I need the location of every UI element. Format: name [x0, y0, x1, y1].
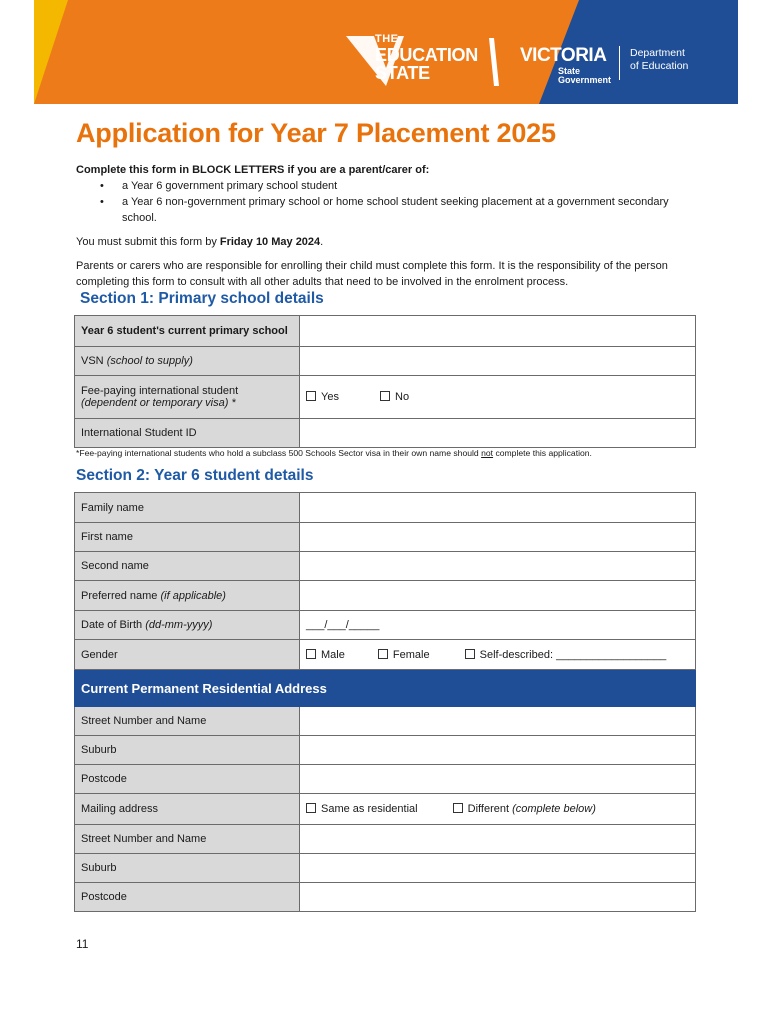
victoria-state: State [558, 66, 581, 76]
mailing-different-option[interactable] [453, 803, 596, 815]
dob-field[interactable]: ___/___/_____ [300, 611, 696, 640]
fee-yes-option[interactable] [306, 391, 339, 403]
dept-line1: Department [630, 47, 685, 59]
victoria-word: VICTORIA [520, 45, 607, 66]
vsn-field[interactable] [300, 347, 696, 376]
fee-paying-options [300, 376, 696, 419]
submit-suffix: . [320, 236, 324, 248]
submit-prefix: You must submit this form by [76, 236, 220, 248]
suburb2-field[interactable] [300, 854, 696, 883]
school-label: Year 6 student's current primary school [75, 316, 300, 347]
department-of-education [630, 47, 688, 73]
intl-id-label: International Student ID [75, 419, 300, 448]
intro-text [76, 162, 696, 290]
address-section-header: Current Permanent Residential Address [75, 670, 696, 707]
checkbox-icon[interactable] [306, 649, 316, 659]
mailing-same-option[interactable] [306, 803, 418, 815]
logo-education: EDUCATION [375, 45, 478, 65]
intro-bullets [76, 178, 696, 226]
postcode-field[interactable] [300, 765, 696, 794]
postcode2-label: Postcode [75, 883, 300, 912]
suburb-label: Suburb [75, 736, 300, 765]
footnote-suffix: complete this application. [493, 448, 592, 458]
checkbox-icon[interactable] [378, 649, 388, 659]
preferred-note: (if applicable) [160, 589, 226, 602]
checkbox-icon[interactable] [453, 803, 463, 813]
yes-label: Yes [321, 391, 339, 403]
submit-date: Friday 10 May 2024 [219, 236, 321, 248]
first-name-label: First name [75, 523, 300, 552]
street-field[interactable] [300, 707, 696, 736]
section2-heading: Section 2: Year 6 student details [76, 467, 314, 484]
vsn-note: (school to supply) [106, 355, 193, 367]
family-name-label: Family name [75, 493, 300, 523]
checkbox-icon[interactable] [380, 391, 390, 401]
victoria-government: Government [558, 75, 612, 85]
dob-note: (dd-mm-yyyy) [145, 619, 213, 631]
checkbox-icon[interactable] [306, 391, 316, 401]
vsn-text: VSN [81, 355, 104, 367]
page-number: 11 [76, 937, 89, 951]
male-label: Male [321, 648, 345, 661]
postcode-label: Postcode [75, 765, 300, 794]
dept-line2: of Education [630, 60, 689, 72]
suburb2-label: Suburb [75, 854, 300, 883]
gender-label: Gender [75, 640, 300, 670]
preferred-name-field[interactable] [300, 581, 696, 611]
second-name-field[interactable] [300, 552, 696, 581]
checkbox-icon[interactable] [306, 803, 316, 813]
fee-paying-label [75, 376, 300, 419]
page-title: Application for Year 7 Placement 2025 [76, 118, 556, 148]
visa-footnote [76, 448, 592, 458]
gender-male-option[interactable] [306, 649, 345, 661]
gender-female-option[interactable] [378, 649, 430, 661]
self-described-label: Self-described: __________________ [479, 648, 667, 661]
postcode2-field[interactable] [300, 883, 696, 912]
dob-label [75, 611, 300, 640]
intl-id-field[interactable] [300, 419, 696, 448]
primary-school-table [74, 315, 696, 448]
fee-line2: (dependent or temporary visa) * [81, 397, 236, 409]
checkbox-icon[interactable] [465, 649, 475, 659]
street-label: Street Number and Name [75, 707, 300, 736]
logo-divider [619, 46, 620, 80]
first-name-field[interactable] [300, 523, 696, 552]
section1-heading: Section 1: Primary school details [80, 290, 324, 307]
student-details-table [74, 492, 696, 912]
gender-self-described-option[interactable] [465, 649, 667, 661]
parents-note: Parents or carers who are responsible for enrolling their child must complete this form. It is the responsibility of the person completing this form to consult with all other adults that need to be involved in the enrolment process. [76, 260, 668, 288]
suburb-field[interactable] [300, 736, 696, 765]
header-banner [34, 0, 738, 104]
no-label: No [395, 391, 410, 403]
same-label: Same as residential [321, 803, 418, 815]
intro-bullet: • a Year 6 government primary school student [122, 178, 696, 194]
dob-text: Date of Birth [81, 619, 143, 631]
different-note: (complete below) [512, 803, 596, 815]
street2-label: Street Number and Name [75, 825, 300, 854]
family-name-field[interactable] [300, 493, 696, 523]
logo-state: STATE [375, 63, 430, 83]
different-label: Different [467, 803, 510, 815]
female-label: Female [392, 648, 430, 661]
submit-deadline [76, 234, 696, 250]
preferred-text: Preferred name [81, 589, 158, 602]
vsn-label [75, 347, 300, 376]
school-field[interactable] [300, 316, 696, 347]
footnote-prefix: *Fee-paying international students who hold a subclass 500 Schools Sector visa in their own name should [76, 448, 482, 458]
street2-field[interactable] [300, 825, 696, 854]
gender-options [300, 640, 696, 670]
mailing-label: Mailing address [75, 794, 300, 825]
intro-lead: Complete this form in BLOCK LETTERS if you are a parent/carer of: [76, 164, 430, 176]
intro-bullet: • a Year 6 non-government primary school or home school student seeking placement at a government secondary school. [122, 194, 696, 226]
preferred-name-label [75, 581, 300, 611]
fee-no-option[interactable] [380, 391, 409, 403]
fee-line1: Fee-paying international student [81, 385, 239, 397]
second-name-label: Second name [75, 552, 300, 581]
footnote-not: not [481, 448, 494, 458]
logo-the: THE [375, 33, 399, 45]
mailing-options [300, 794, 696, 825]
